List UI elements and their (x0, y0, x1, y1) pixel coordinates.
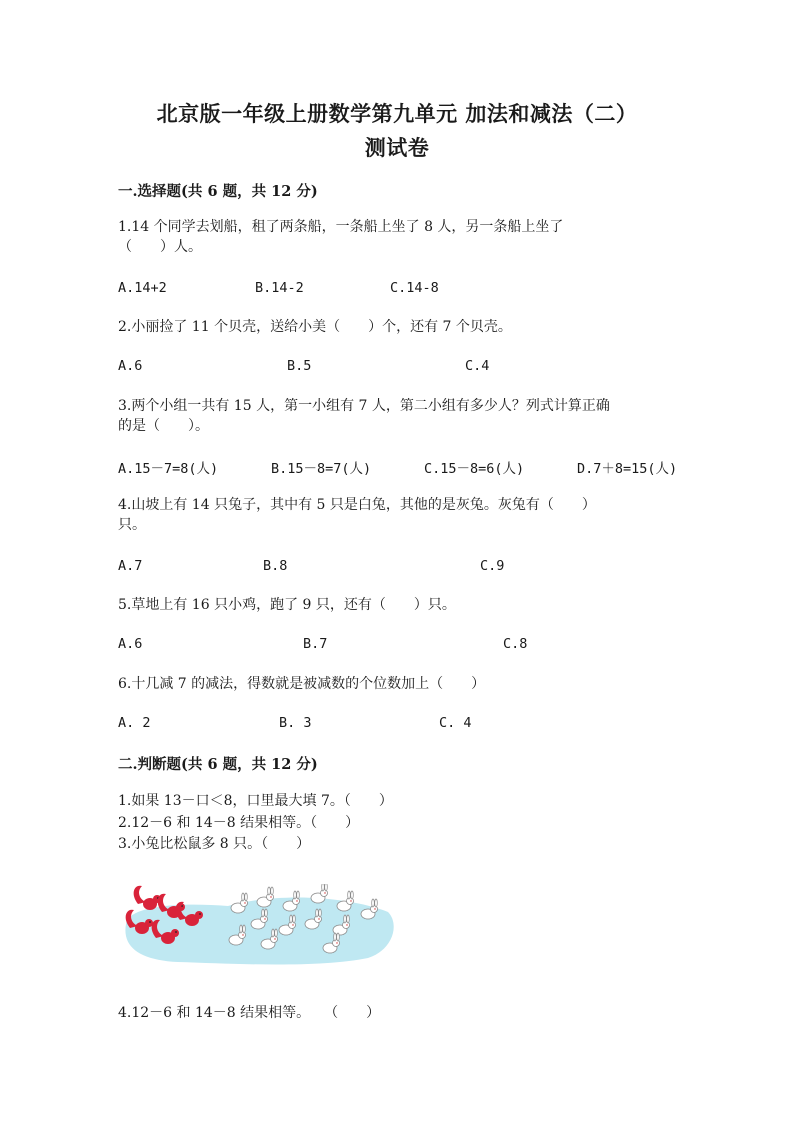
page-subtitle: 测试卷 (364, 135, 430, 160)
option-c: C.14-8 (390, 280, 439, 296)
judge-item-4: 4.12－6 和 14－8 结果相等。 （ ） (118, 1005, 381, 1021)
question-3 (118, 396, 678, 436)
squirrel-icon (134, 886, 161, 910)
option-c: C.9 (480, 558, 505, 574)
judge-item-1: 1.如果 13－口＜8，口里最大填 7。（ ） (118, 793, 393, 809)
page-title: 北京版一年级上册数学第九单元 加法和减法（二） (156, 101, 638, 126)
option-b: B.14-2 (255, 280, 304, 296)
question-2 (118, 317, 678, 337)
option-c: C.8 (503, 636, 528, 652)
judge-item-3: 3.小兔比松鼠多 8 只。（ ） (118, 836, 311, 852)
question-text: 6.十几减 7 的减法，得数就是被减数的个位数加上（ ） (118, 676, 486, 692)
question-text: 的是（ ）。 (118, 418, 209, 434)
option-b: B.15－8=7(人) (271, 461, 372, 477)
question-1 (118, 217, 678, 257)
option-b: B.8 (263, 558, 288, 574)
judge-item-2: 2.12－6 和 14－8 结果相等。（ ） (118, 815, 360, 831)
question-text: 3.两个小组一共有 15 人，第一小组有 7 人，第二小组有多少人？列式计算正确 (118, 398, 610, 414)
option-b: B. 3 (279, 715, 312, 731)
section-heading-choice: 一.选择题(共 6 题，共 12 分) (118, 183, 318, 200)
option-b: B.5 (287, 358, 312, 374)
question-text: （ ）人。 (118, 239, 202, 255)
question-text: 4.山坡上有 14 只兔子，其中有 5 只是白兔，其他的是灰兔。灰兔有（ ） (118, 497, 596, 513)
option-a: A. 2 (118, 715, 151, 731)
option-a: A.15－7=8(人) (118, 461, 219, 477)
question-text: 只。 (118, 517, 146, 533)
question-5 (118, 595, 678, 615)
question-4 (118, 495, 678, 535)
option-c: C. 4 (439, 715, 472, 731)
question-text: 1.14 个同学去划船，租了两条船，一条船上坐了 8 人，另一条船上坐了 (118, 219, 564, 235)
option-a: A.14+2 (118, 280, 167, 296)
option-d: D.7＋8=15(人) (577, 461, 678, 477)
squirrels-rabbits-illustration (118, 884, 398, 966)
question-text: 5.草地上有 16 只小鸡，跑了 9 只，还有（ ）只。 (118, 597, 456, 613)
option-c: C.4 (465, 358, 490, 374)
option-a: A.6 (118, 358, 143, 374)
option-a: A.6 (118, 636, 143, 652)
question-text: 2.小丽捡了 11 个贝壳，送给小美（ ）个，还有 7 个贝壳。 (118, 319, 512, 335)
question-6 (118, 674, 678, 694)
section-heading-judgement: 二.判断题(共 6 题，共 12 分) (118, 756, 318, 773)
option-a: A.7 (118, 558, 143, 574)
option-c: C.15－8=6(人) (424, 461, 525, 477)
option-b: B.7 (303, 636, 328, 652)
